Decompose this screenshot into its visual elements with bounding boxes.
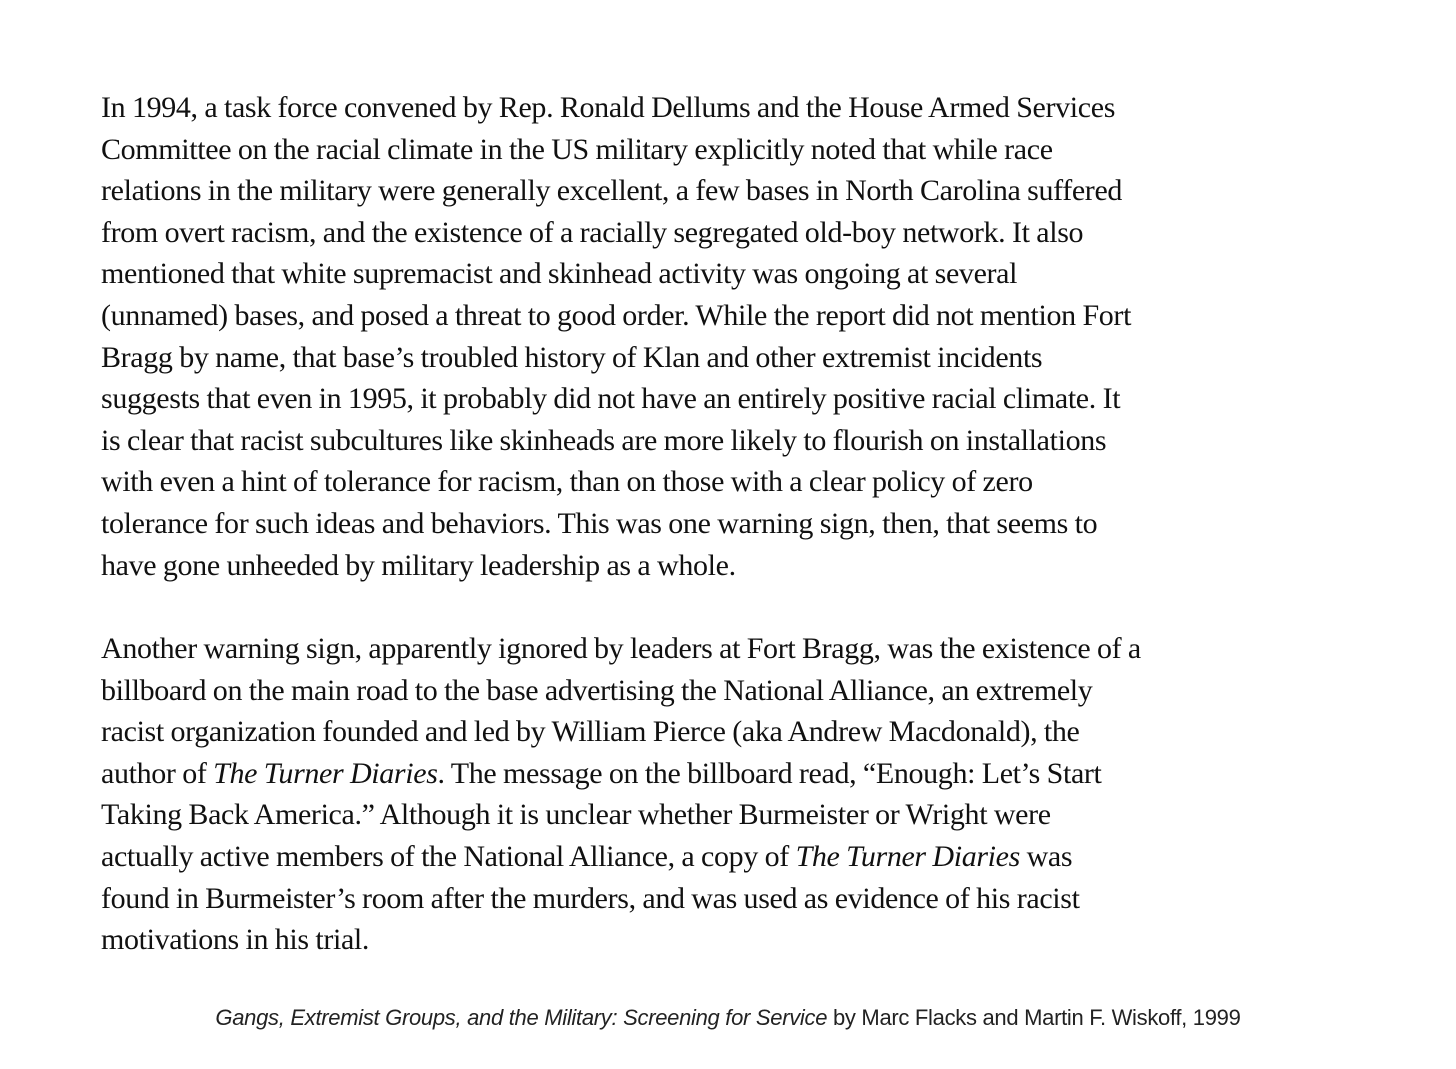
book-title-italic: The Turner Diaries <box>795 839 1020 873</box>
caption-authors-year: by Marc Flacks and Martin F. Wiskoff, 1999 <box>827 1005 1241 1030</box>
text-segment: motivations in his trial. <box>101 923 370 957</box>
text-segment: Taking Back America.” Although it is unclear whether Burmeister or Wright were <box>101 798 1051 832</box>
text-line <box>101 545 1376 587</box>
text-segment: (unnamed) bases, and posed a threat to good order. While the report did not mention Fort <box>101 298 1132 332</box>
text-segment: have gone unheeded by military leadership as a whole. <box>101 548 736 582</box>
text-segment: is clear that racist subcultures like skinheads are more likely to flourish on installations <box>101 423 1107 457</box>
text-line <box>101 628 1376 670</box>
text-segment: Another warning sign, apparently ignored by leaders at Fort Bragg, was the existence of a <box>101 632 1141 665</box>
text-line <box>101 836 1376 878</box>
text-line <box>101 378 1376 420</box>
book-title-italic: The Turner Diaries <box>213 756 438 790</box>
text-segment: author of <box>101 756 214 790</box>
text-line <box>101 794 1376 836</box>
text-segment: relations in the military were generally excellent, a few bases in North Carolina suffered <box>101 174 1123 208</box>
text-segment: racist organization founded and led by William Pierce (aka Andrew Macdonald), the <box>101 715 1080 749</box>
text-segment: tolerance for such ideas and behaviors. This was one warning sign, then, that seems to <box>101 506 1098 540</box>
text-line <box>101 170 1376 212</box>
text-line <box>101 129 1376 171</box>
text-segment: suggests that even in 1995, it probably did not have an entirely positive racial climate. It <box>101 382 1121 416</box>
text-line <box>101 461 1376 503</box>
paragraph-2 <box>101 628 1376 961</box>
text-line <box>101 878 1376 920</box>
text-segment: Committee on the racial climate in the US military explicitly noted that while race <box>101 132 1053 166</box>
text-segment: In 1994, a task force convened by Rep. Ronald Dellums and the House Armed Services <box>101 91 1116 124</box>
text-line <box>101 670 1376 712</box>
text-line <box>101 87 1376 129</box>
text-segment: Bragg by name, that base’s troubled history of Klan and other extremist incidents <box>101 340 1043 374</box>
text-segment: mentioned that white supremacist and skinhead activity was ongoing at several <box>101 257 1018 291</box>
text-line <box>101 711 1376 753</box>
text-segment: was <box>1019 839 1073 873</box>
text-segment: from overt racism, and the existence of a racially segregated old-boy network. It also <box>101 215 1084 249</box>
text-segment: with even a hint of tolerance for racism, than on those with a clear policy of zero <box>101 465 1033 499</box>
text-line <box>101 420 1376 462</box>
text-line <box>101 253 1376 295</box>
text-line <box>101 295 1376 337</box>
paragraph-1 <box>101 87 1376 586</box>
text-segment: . The message on the billboard read, “Enough: Let’s Start <box>437 756 1102 790</box>
text-line <box>101 337 1376 379</box>
text-line <box>101 503 1376 545</box>
text-line <box>101 212 1376 254</box>
text-segment: billboard on the main road to the base advertising the National Alliance, an extremely <box>101 673 1093 707</box>
text-line <box>101 753 1376 795</box>
source-caption <box>0 1004 1456 1032</box>
text-segment: found in Burmeister’s room after the murders, and was used as evidence of his racist <box>101 881 1080 915</box>
text-segment: actually active members of the National Alliance, a copy of <box>101 839 796 873</box>
caption-book-title: Gangs, Extremist Groups, and the Military: Screening for Service <box>215 1005 828 1030</box>
text-line <box>101 919 1376 961</box>
